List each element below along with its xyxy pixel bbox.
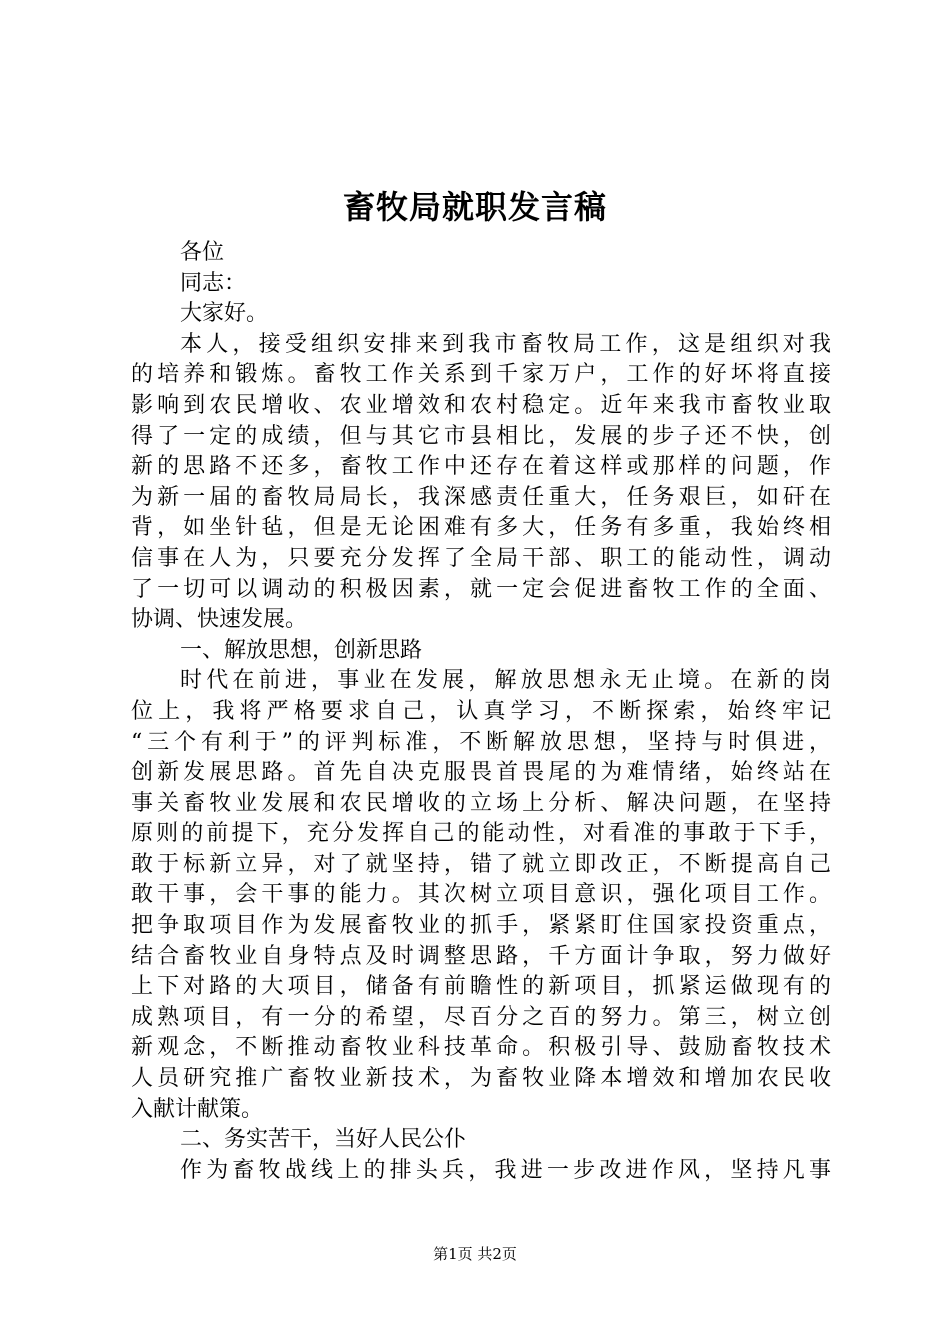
- text-line: 二、务实苦干，当好人民公仆: [180, 1127, 467, 1153]
- text-line: 作为畜牧战线上的排头兵，我进一步改进作风，坚持凡事: [180, 1157, 831, 1183]
- text-line: 把争取项目作为发展畜牧业的抓手，紧紧盯住国家投资重点，: [131, 913, 831, 939]
- text-line: 时代在前进，事业在发展，解放思想永无止境。在新的岗: [180, 668, 831, 694]
- text-line: 入献计献策。: [131, 1096, 264, 1122]
- text-line: 一、解放思想，创新思路: [180, 637, 423, 663]
- text-line: 协调、快速发展。: [131, 607, 308, 633]
- text-line: 得了一定的成绩，但与其它市县相比，发展的步子还不快，创: [131, 423, 831, 449]
- text-line: 结合畜牧业自身特点及时调整思路，千方面计争取，努力做好: [131, 943, 831, 969]
- text-line: 敢于标新立异，对了就坚持，错了就立即改正，不断提高自己: [131, 851, 831, 877]
- text-line: 背，如坐针毡，但是无论困难有多大，任务有多重，我始终相: [131, 515, 831, 541]
- text-line: 人员研究推广畜牧业新技术，为畜牧业降本增效和增加农民收: [131, 1066, 831, 1092]
- text-line: 的培养和锻炼。畜牧工作关系到千家万户，工作的好坏将直接: [131, 362, 831, 388]
- text-line: 本人，接受组织安排来到我市畜牧局工作，这是组织对我: [180, 331, 831, 357]
- text-line: 了一切可以调动的积极因素，就一定会促进畜牧工作的全面、: [131, 576, 831, 602]
- text-line: 同志：: [180, 270, 247, 296]
- text-line: 创新发展思路。首先自决克服畏首畏尾的为难情绪，始终站在: [131, 760, 831, 786]
- text-line: 敢干事，会干事的能力。其次树立项目意识，强化项目工作。: [131, 882, 831, 908]
- page-footer: 第1页 共2页: [433, 1245, 517, 1263]
- document-title: 畜牧局就职发言稿: [342, 188, 607, 226]
- text-line: 新的思路不还多，畜牧工作中还存在着这样或那样的问题，作: [131, 454, 831, 480]
- text-line: 影响到农民增收、农业增效和农村稳定。近年来我市畜牧业取: [131, 392, 831, 418]
- text-line: 原则的前提下，充分发挥自己的能动性，对看准的事敢于下手，: [131, 821, 831, 847]
- text-line: “三个有利于”的评判标准，不断解放思想，坚持与时俱进，: [131, 729, 831, 755]
- text-line: 新观念，不断推动畜牧业科技革命。积极引导、鼓励畜牧技术: [131, 1035, 831, 1061]
- text-line: 大家好。: [180, 301, 269, 327]
- text-line: 为新一届的畜牧局局长，我深感责任重大，任务艰巨，如矸在: [131, 484, 831, 510]
- text-line: 位上，我将严格要求自己，认真学习，不断探索，始终牢记: [131, 698, 831, 724]
- text-line: 上下对路的大项目，储备有前瞻性的新项目，抓紧运做现有的: [131, 974, 831, 1000]
- text-line: 事关畜牧业发展和农民增收的立场上分析、解决问题，在坚持: [131, 790, 831, 816]
- document-body: [131, 238, 831, 1186]
- text-line: 成熟项目，有一分的希望，尽百分之百的努力。第三，树立创: [131, 1004, 831, 1030]
- text-line: 各位: [180, 240, 225, 265]
- text-line: 信事在人为，只要充分发挥了全局干部、职工的能动性，调动: [131, 545, 831, 571]
